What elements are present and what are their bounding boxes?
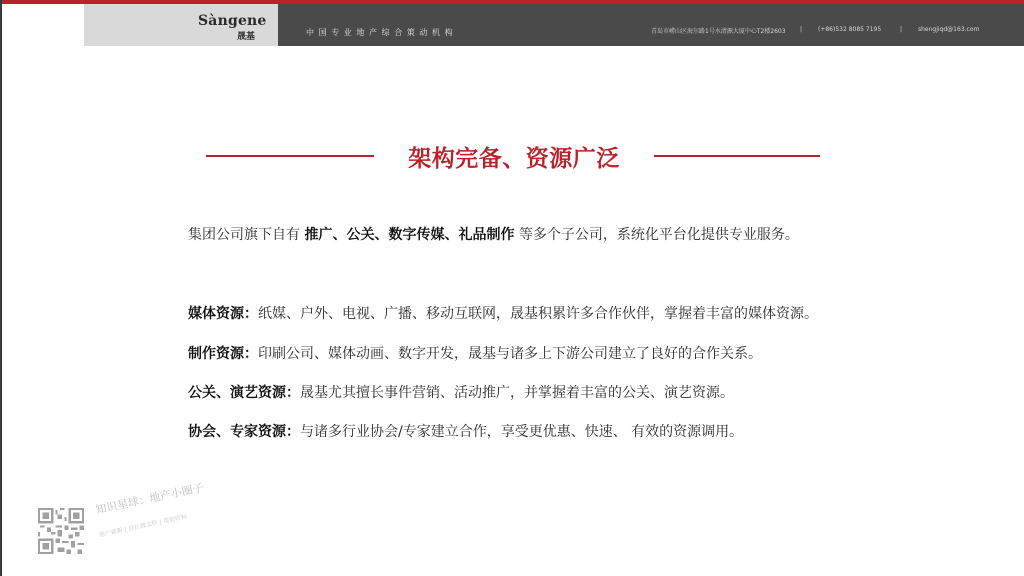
company-logo xyxy=(198,13,268,43)
header-phone: (+86)532 8085 7195 xyxy=(818,26,882,33)
logo-chinese: 晟基 xyxy=(237,32,256,42)
header-email: shengjiqd@163.com xyxy=(918,26,980,33)
resource-item xyxy=(188,343,762,363)
left-edge-line xyxy=(0,0,2,576)
header-separator: | xyxy=(800,26,803,33)
intro-paragraph xyxy=(188,224,799,244)
header-address: 青岛市崂山区海尔路1号水清源大厦中心T2楼2603 xyxy=(651,28,786,35)
intro-text: 等多个子公司，系统化平台化提供专业服务。 xyxy=(514,227,799,243)
intro-bold-text: 推广、公关、数字传媒、礼品制作 xyxy=(304,227,515,243)
resource-label: 媒体资源： xyxy=(188,306,258,322)
resource-label: 制作资源： xyxy=(188,346,258,362)
resource-label: 公关、演艺资源： xyxy=(188,385,300,401)
title-rule-left xyxy=(206,155,374,157)
watermark-title: 知识星球：地产小圈子 xyxy=(94,481,205,517)
resource-text: 晟基尤其擅长事件营销、活动推广，并掌握着丰富的公关、演艺资源。 xyxy=(300,385,734,401)
header-tagline: 中国专业地产综合策动机构 xyxy=(306,28,458,37)
slide-title: 架构完备、资源广泛 xyxy=(408,146,620,172)
resource-item xyxy=(188,421,743,441)
header-bar xyxy=(278,4,1024,46)
qr-code-icon xyxy=(38,508,84,554)
resource-text: 纸媒、户外、电视、广播、移动互联网，晟基积累许多合作伙伴，掌握着丰富的媒体资源。 xyxy=(258,306,818,322)
resource-item xyxy=(188,382,734,402)
logo-english: Sàngene xyxy=(198,13,267,29)
resource-text: 与诸多行业协会/专家建立合作，享受更优惠、快速、 有效的资源调用。 xyxy=(300,424,744,440)
title-rule-right xyxy=(654,155,820,157)
intro-text: 集团公司旗下自有 xyxy=(188,227,305,243)
header-separator: | xyxy=(900,26,903,33)
watermark-subtitle: 地产最新 | 设计源文件 | 策划资料 xyxy=(98,513,188,539)
watermark xyxy=(38,481,238,554)
resource-label: 协会、专家资源： xyxy=(188,424,300,440)
resource-text: 印刷公司、媒体动画、数字开发，晟基与诸多上下游公司建立了良好的合作关系。 xyxy=(258,346,762,362)
resource-item xyxy=(188,303,818,323)
